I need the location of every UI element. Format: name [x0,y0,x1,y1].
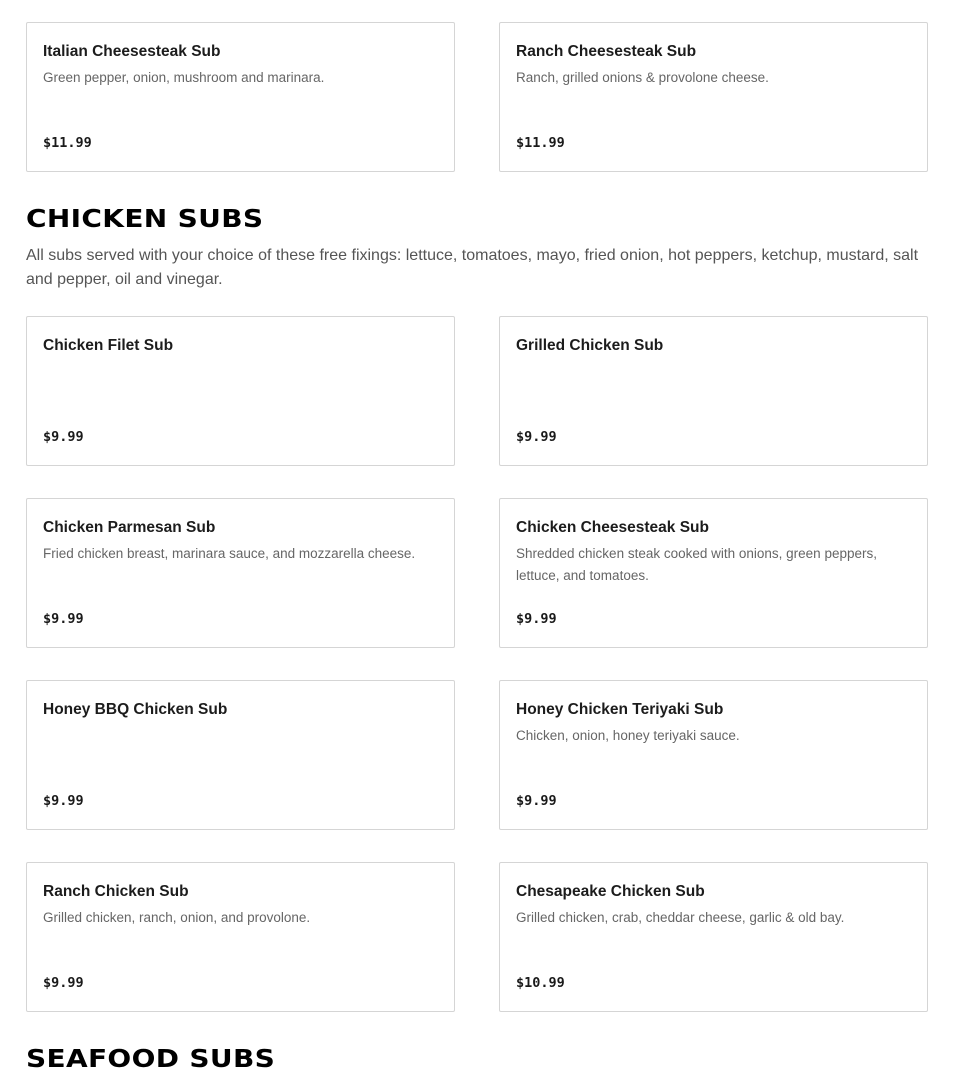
menu-item-price: $10.99 [516,975,565,991]
menu-item-price: $9.99 [516,793,557,809]
menu-item-name: Ranch Cheesesteak Sub [516,43,697,60]
menu-item-card[interactable] [26,498,455,648]
menu-item-name: Italian Cheesesteak Sub [43,43,221,60]
menu-grid-chicken-subs [26,316,928,1012]
menu-item-description: Green pepper, onion, mushroom and marinara. [43,70,325,85]
menu-item-name: Chicken Cheesesteak Sub [516,519,709,536]
menu-item-card[interactable] [26,680,455,830]
menu-item-price: $9.99 [43,793,84,809]
menu-item-description: Grilled chicken, ranch, onion, and provolone. [43,910,311,925]
menu-item-card[interactable] [26,22,455,172]
menu-item-description: Ranch, grilled onions & provolone cheese. [516,70,769,85]
menu-item-name: Honey Chicken Teriyaki Sub [516,701,724,718]
section-note-chicken-subs: All subs served with your choice of these free fixings: lettuce, tomatoes, mayo, fried onion, hot peppers, ketchup, mustard, salt and pepper, oil and vinegar. [26,247,919,288]
menu-item-price: $9.99 [43,429,84,445]
menu-item-price: $9.99 [516,429,557,445]
menu-item-name: Chicken Parmesan Sub [43,519,216,536]
menu-item-price: $9.99 [43,611,84,627]
menu-item-name: Ranch Chicken Sub [43,883,189,900]
section-title-seafood-subs: SEAFOOD SUBS [26,1044,276,1073]
menu-item-name: Chicken Filet Sub [43,337,174,354]
section-title-chicken-subs: CHICKEN SUBS [26,204,264,233]
menu-item-description: Chicken, onion, honey teriyaki sauce. [516,728,740,743]
menu-item-card[interactable] [26,862,455,1012]
menu-item-price: $11.99 [516,135,565,151]
menu-item-description: Grilled chicken, crab, cheddar cheese, garlic & old bay. [516,910,845,925]
menu-item-card[interactable] [499,862,928,1012]
menu-item-card[interactable] [499,22,928,172]
menu-item-description: Shredded chicken steak cooked with onions, green peppers, lettuce, and tomatoes. [516,546,877,583]
menu-item-description: Fried chicken breast, marinara sauce, and mozzarella cheese. [43,546,416,561]
menu-item-price: $9.99 [43,975,84,991]
menu-item-card[interactable] [26,316,455,466]
menu-item-card[interactable] [499,498,928,648]
menu-item-price: $9.99 [516,611,557,627]
menu-item-card[interactable] [499,316,928,466]
menu-item-name: Grilled Chicken Sub [516,337,664,354]
menu-item-card[interactable] [499,680,928,830]
menu-item-price: $11.99 [43,135,92,151]
menu-grid-cheesesteak [26,22,928,172]
menu-item-name: Honey BBQ Chicken Sub [43,701,228,718]
menu-item-name: Chesapeake Chicken Sub [516,883,705,900]
